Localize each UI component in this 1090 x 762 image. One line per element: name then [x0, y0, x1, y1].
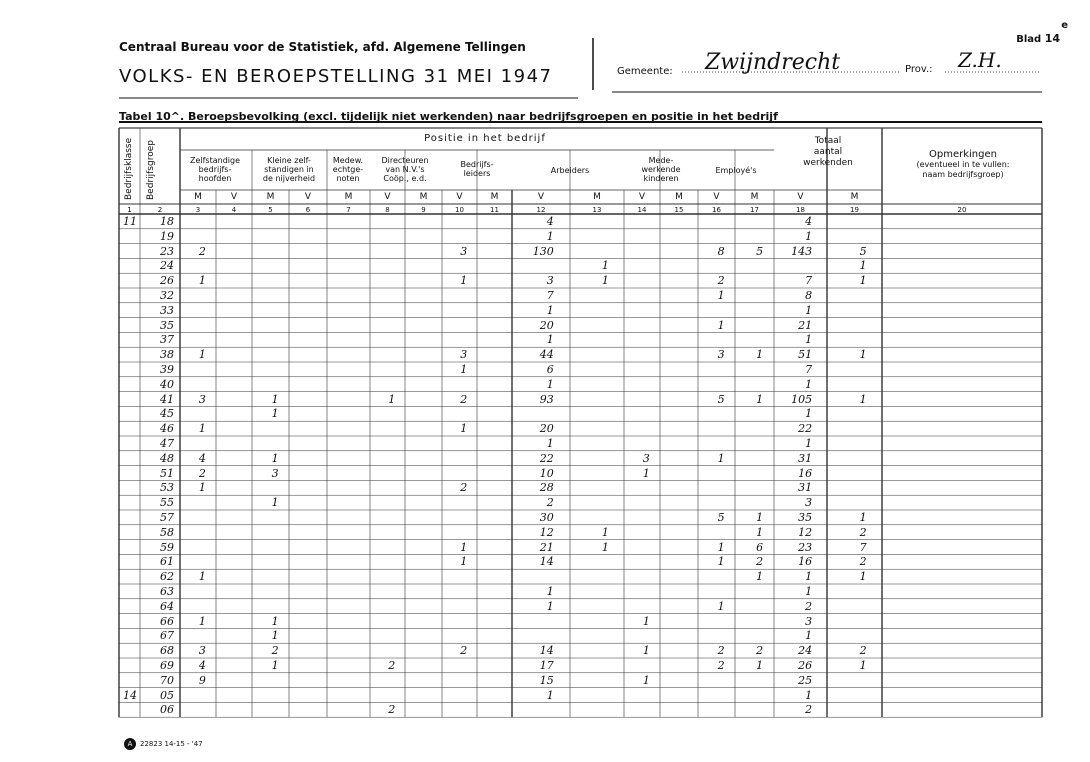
bedrijfsgroep-code: 62 [160, 570, 174, 584]
cell-value: 1 [546, 437, 554, 450]
bedrijfsgroep-code: 45 [160, 407, 174, 421]
cell-value: 2 [717, 274, 725, 288]
cell-value: 2 [859, 644, 867, 658]
cell-value: 1 [460, 540, 468, 554]
col-m-label: M [490, 192, 499, 202]
cell-value: 1 [546, 333, 554, 347]
cell-value: 7 [805, 363, 813, 376]
cell-value: 2 [388, 659, 396, 672]
column-number: 2 [157, 206, 163, 214]
bedrijfsgroep-code: 66 [160, 614, 174, 628]
cell-value: 1 [756, 392, 764, 406]
cell-value: 5 [717, 392, 725, 406]
cell-value: 8 [717, 244, 725, 258]
cell-value: 1 [717, 289, 725, 302]
col-v-label: V [638, 192, 646, 202]
bedrijfsgroep-code: 55 [160, 496, 174, 510]
bedrijfsgroep-code: 69 [160, 659, 174, 672]
arbeiders-header: Arbeiders [550, 166, 590, 175]
bedrijfsgroep-code: 48 [160, 451, 174, 465]
column-number: 19 [850, 206, 859, 214]
cell-value: 93 [539, 392, 554, 406]
cell-value: 1 [642, 614, 650, 628]
bedrijfsgroep-code: 05 [160, 688, 174, 702]
kleine-line-1: Kleine zelf- [267, 156, 311, 165]
cell-value: 1 [546, 229, 554, 243]
cell-value: 4 [198, 451, 206, 465]
bedrijfsgroep-code: 24 [160, 259, 174, 273]
bedrijfsklasse-header: Bedrijfsklasse [124, 137, 134, 200]
column-number: 1 [127, 206, 132, 214]
cell-value: 22 [539, 451, 554, 465]
cell-value: 1 [271, 659, 279, 672]
column-number: 14 [637, 206, 647, 214]
cell-value: 7 [805, 274, 813, 288]
column-number: 5 [268, 206, 273, 214]
cell-value: 1 [642, 466, 650, 480]
cell-value: 10 [539, 466, 554, 480]
cell-value: 1 [601, 274, 609, 288]
cell-value: 2 [460, 644, 468, 658]
cell-value: 2 [805, 599, 813, 613]
cell-value: 1 [460, 274, 468, 288]
cell-value: 3 [460, 348, 468, 362]
cell-value: 24 [798, 644, 813, 658]
bedrijfsgroep-code: 64 [160, 599, 174, 613]
cell-value: 31 [798, 451, 813, 465]
cell-value: 1 [805, 407, 813, 421]
blad-label-text: Blad [1016, 34, 1042, 45]
zelfstandige-line-3: hoofden [198, 174, 232, 183]
bedrijfsklasse-value: 14 [123, 688, 137, 702]
gemeente-value: Zwijndrecht [705, 50, 841, 75]
cell-value: 5 [756, 244, 764, 258]
cell-value: 26 [798, 659, 813, 672]
cell-value: 2 [198, 244, 206, 258]
col-m-label: M [344, 192, 353, 202]
bedrijfsgroep-code: 57 [160, 511, 174, 524]
cell-value: 1 [756, 511, 764, 524]
col-v-label: V [384, 192, 391, 202]
cell-value: 1 [198, 481, 206, 495]
table-title: Tabel 10^. Beroepsbevolking (excl. tijdelijk niet werkenden) naar bedrijfsgroepen en positie in het bedrijf [119, 110, 778, 123]
cell-value: 1 [859, 659, 867, 672]
cell-value: 2 [460, 481, 468, 495]
cell-value: 28 [539, 481, 554, 495]
cell-value: 1 [546, 688, 554, 702]
cell-value: 1 [601, 259, 609, 273]
cell-value: 1 [717, 318, 725, 332]
cell-value: 1 [642, 673, 650, 687]
column-number: 20 [957, 206, 967, 214]
cell-value: 14 [539, 555, 554, 569]
kleine-line-2: standigen in [264, 165, 314, 174]
cell-value: 1 [805, 629, 813, 643]
column-number: 10 [455, 206, 464, 214]
cell-value: 1 [642, 644, 650, 658]
cell-value: 1 [271, 407, 279, 421]
employes-header: Employé's [715, 166, 757, 175]
col-v-label: V [230, 192, 238, 202]
cell-value: 1 [859, 511, 867, 524]
cell-value: 44 [539, 348, 554, 362]
col-m-label: M [850, 192, 859, 202]
cell-value: 1 [756, 525, 764, 539]
bedrijfsgroep-code: 37 [160, 333, 174, 347]
cell-value: 1 [271, 496, 279, 510]
cell-value: 1 [805, 437, 813, 450]
cell-value: 1 [805, 688, 813, 702]
cell-value: 1 [805, 377, 813, 391]
cell-value: 3 [198, 392, 206, 406]
form-title: VOLKS- EN BEROEPSTELLING 31 MEI 1947 [119, 66, 553, 87]
cell-value: 1 [717, 555, 725, 569]
cell-value: 25 [798, 673, 813, 687]
cell-value: 12 [539, 525, 554, 539]
cell-value: 1 [460, 555, 468, 569]
cell-value: 2 [717, 644, 725, 658]
bedrijfsgroep-code: 59 [160, 540, 174, 554]
opmerkingen-header [884, 150, 1042, 180]
cell-value: 4 [198, 659, 206, 672]
bedrijfsgroep-code: 68 [160, 644, 174, 658]
bedrijfsgroep-code: 38 [160, 348, 174, 362]
opmerkingen-line-3: naam bedrijfsgroep) [922, 170, 1004, 179]
bedrijfsleiders-line-1: Bedrijfs- [460, 160, 494, 169]
col-m-label: M [593, 192, 601, 202]
cell-value: 4 [805, 215, 813, 228]
cell-value: 1 [859, 392, 867, 406]
directeuren-header [370, 156, 440, 183]
cell-value: 1 [717, 540, 725, 554]
cell-value: 130 [532, 244, 554, 258]
medew-line-2: echtge- [332, 165, 364, 174]
print-code: 22823 14-15 - '47 [140, 740, 203, 748]
bedrijfsgroep-code: 53 [160, 481, 174, 495]
bedrijfsleiders-line-2: leiders [463, 169, 491, 178]
bedrijfsleiders-header [442, 160, 512, 178]
cell-value: 4 [546, 215, 554, 228]
zelfstandige-header [180, 156, 250, 183]
cell-value: 1 [546, 599, 554, 613]
totaal-line-3: werkenden [803, 158, 853, 168]
column-number: 11 [490, 206, 499, 214]
cell-value: 2 [388, 703, 396, 717]
column-number: 6 [305, 206, 311, 214]
opmerkingen-line-2: (eventueel in te vullen: [916, 160, 1010, 169]
cell-value: 5 [717, 511, 725, 524]
col-v-label: V [713, 192, 720, 202]
cell-value: 9 [198, 673, 206, 687]
totaal-line-1: Totaal [814, 136, 842, 146]
cell-value: 1 [271, 614, 279, 628]
cell-value: 20 [539, 422, 554, 436]
cell-value: 1 [859, 570, 867, 584]
cell-value: 2 [460, 392, 468, 406]
cell-value: 7 [546, 289, 554, 302]
cell-value: 35 [798, 511, 813, 524]
column-number: 4 [231, 206, 237, 214]
cell-value: 3 [460, 244, 468, 258]
cell-value: 15 [539, 673, 554, 687]
kleine-header [252, 156, 326, 183]
cell-value: 2 [198, 466, 206, 480]
cell-value: 14 [539, 644, 554, 658]
cell-value: 7 [859, 540, 867, 554]
cell-value: 12 [798, 525, 813, 539]
cell-value: 1 [388, 392, 396, 406]
cell-value: 1 [460, 363, 468, 376]
cell-value: 1 [717, 599, 725, 613]
positie-header: Positie in het bedrijf [424, 133, 546, 144]
cell-value: 3 [198, 644, 206, 658]
cell-value: 8 [805, 289, 813, 302]
bedrijfsklasse-value: 11 [123, 215, 137, 228]
blad-suffix: e [1061, 20, 1068, 31]
cell-value: 1 [601, 525, 609, 539]
cell-value: 1 [198, 274, 206, 288]
column-number: 18 [796, 206, 805, 214]
col-m-label: M [266, 192, 275, 202]
totaal-header [776, 136, 880, 169]
cell-value: 1 [546, 303, 554, 317]
cell-value: 2 [271, 644, 279, 658]
directeuren-line-1: Directeuren [381, 156, 429, 165]
bedrijfsgroep-code: 46 [160, 422, 174, 436]
cell-value: 23 [798, 540, 813, 554]
col-m-label: M [419, 192, 428, 202]
cell-value: 3 [271, 466, 279, 480]
column-number: 3 [195, 206, 201, 214]
cell-value: 1 [198, 570, 206, 584]
bedrijfsgroep-code: 63 [160, 585, 174, 598]
cell-value: 1 [271, 451, 279, 465]
cell-value: 21 [539, 540, 554, 554]
cell-value: 1 [271, 392, 279, 406]
cell-value: 3 [717, 348, 725, 362]
medewerkende-line-2: werkende [641, 165, 681, 174]
bedrijfsgroep-code: 51 [160, 466, 174, 480]
bedrijfsgroep-code: 58 [160, 525, 174, 539]
prov-label: Prov.: [905, 64, 933, 75]
cell-value: 1 [198, 422, 206, 436]
cell-value: 143 [791, 244, 813, 258]
directeuren-line-3: Coöp., e.d. [383, 174, 427, 183]
cell-value: 1 [805, 585, 813, 598]
bedrijfsgroep-code: 47 [160, 437, 174, 450]
medewerkende-line-1: Mede- [648, 156, 674, 165]
bureau-title: Centraal Bureau voor de Statistiek, afd. Algemene Tellingen [119, 40, 526, 54]
cell-value: 3 [546, 274, 554, 288]
cell-value: 6 [756, 540, 764, 554]
column-number: 12 [536, 206, 546, 214]
col-m-label: M [750, 192, 759, 202]
medewerkende-header [624, 156, 698, 183]
cell-value: 6 [546, 363, 554, 376]
medewerkende-line-3: kinderen [643, 174, 679, 183]
cell-value: 1 [546, 585, 554, 598]
bedrijfsgroep-code: 41 [160, 392, 174, 406]
bedrijfsgroep-code: 18 [160, 215, 174, 228]
column-number: 17 [750, 206, 759, 214]
column-number: 15 [674, 206, 684, 214]
cell-value: 3 [805, 496, 813, 510]
cell-value: 2 [756, 644, 764, 658]
cell-value: 21 [798, 318, 813, 332]
opmerkingen-line-1: Opmerkingen [929, 149, 997, 160]
cell-value: 1 [198, 348, 206, 362]
cell-value: 1 [805, 303, 813, 317]
cell-value: 5 [859, 244, 867, 258]
cell-value: 1 [805, 570, 813, 584]
kleine-line-3: de nijverheid [262, 174, 316, 183]
cell-value: 31 [798, 481, 813, 495]
cell-value: 1 [756, 659, 764, 672]
column-number: 9 [421, 206, 426, 214]
cell-value: 1 [805, 229, 813, 243]
col-v-label: V [797, 192, 804, 202]
totaal-line-2: aantal [813, 147, 843, 157]
cell-value: 16 [798, 466, 813, 480]
print-logo-icon: A [124, 738, 136, 750]
prov-value: Z.H. [958, 48, 1002, 72]
bedrijfsgroep-header: Bedrijfsgroep [146, 140, 156, 200]
cell-value: 2 [805, 703, 813, 717]
column-number: 16 [712, 206, 721, 214]
cell-value: 1 [859, 274, 867, 288]
column-number: 7 [346, 206, 351, 214]
medew-line-3: noten [336, 174, 360, 183]
cell-value: 22 [798, 422, 813, 436]
cell-value: 1 [198, 614, 206, 628]
gemeente-label: Gemeente: [617, 66, 673, 77]
bedrijfsgroep-code: 39 [160, 363, 174, 376]
cell-value: 51 [798, 348, 813, 362]
bedrijfsgroep-code: 33 [160, 303, 174, 317]
bedrijfsgroep-code: 19 [160, 229, 174, 243]
cell-value: 1 [859, 348, 867, 362]
column-number: 13 [592, 206, 602, 214]
col-v-label: V [537, 192, 545, 202]
col-v-label: V [456, 192, 463, 202]
medew-line-1: Medew. [332, 156, 364, 165]
blad-number: 14 [1044, 32, 1060, 45]
cell-value: 2 [859, 525, 867, 539]
footer [124, 738, 203, 750]
cell-value: 105 [791, 392, 813, 406]
cell-value: 3 [805, 614, 813, 628]
col-m-label: M [194, 192, 202, 202]
cell-value: 2 [546, 496, 554, 510]
column-number: 8 [385, 206, 390, 214]
cell-value: 1 [717, 451, 725, 465]
cell-value: 1 [271, 629, 279, 643]
col-v-label: V [304, 192, 312, 202]
bedrijfsgroep-code: 40 [160, 377, 174, 391]
medew-header [327, 156, 369, 183]
cell-value: 1 [805, 333, 813, 347]
cell-value: 2 [717, 659, 725, 672]
bedrijfsgroep-code: 06 [160, 703, 174, 717]
cell-value: 2 [859, 555, 867, 569]
bedrijfsgroep-code: 61 [160, 555, 174, 569]
bedrijfsgroep-code: 32 [160, 289, 174, 302]
bedrijfsgroep-code: 35 [160, 318, 174, 332]
cell-value: 1 [756, 348, 764, 362]
cell-value: 1 [546, 377, 554, 391]
cell-value: 1 [601, 540, 609, 554]
cell-value: 20 [539, 318, 554, 332]
bedrijfsgroep-code: 26 [160, 274, 174, 288]
col-m-label: M [675, 192, 683, 202]
zelfstandige-line-1: Zelfstandige [189, 156, 241, 165]
cell-value: 1 [859, 259, 867, 273]
directeuren-line-2: van N.V.'s [385, 165, 425, 174]
cell-value: 16 [798, 555, 813, 569]
zelfstandige-line-2: bedrijfs- [198, 165, 232, 174]
cell-value: 2 [756, 555, 764, 569]
bedrijfsgroep-code: 67 [160, 629, 174, 643]
cell-value: 17 [539, 659, 554, 672]
cell-value: 3 [642, 451, 650, 465]
cell-value: 1 [756, 570, 764, 584]
bedrijfsgroep-code: 70 [160, 673, 174, 687]
bedrijfsgroep-code: 23 [160, 244, 174, 258]
cell-value: 30 [539, 511, 554, 524]
cell-value: 1 [460, 422, 468, 436]
